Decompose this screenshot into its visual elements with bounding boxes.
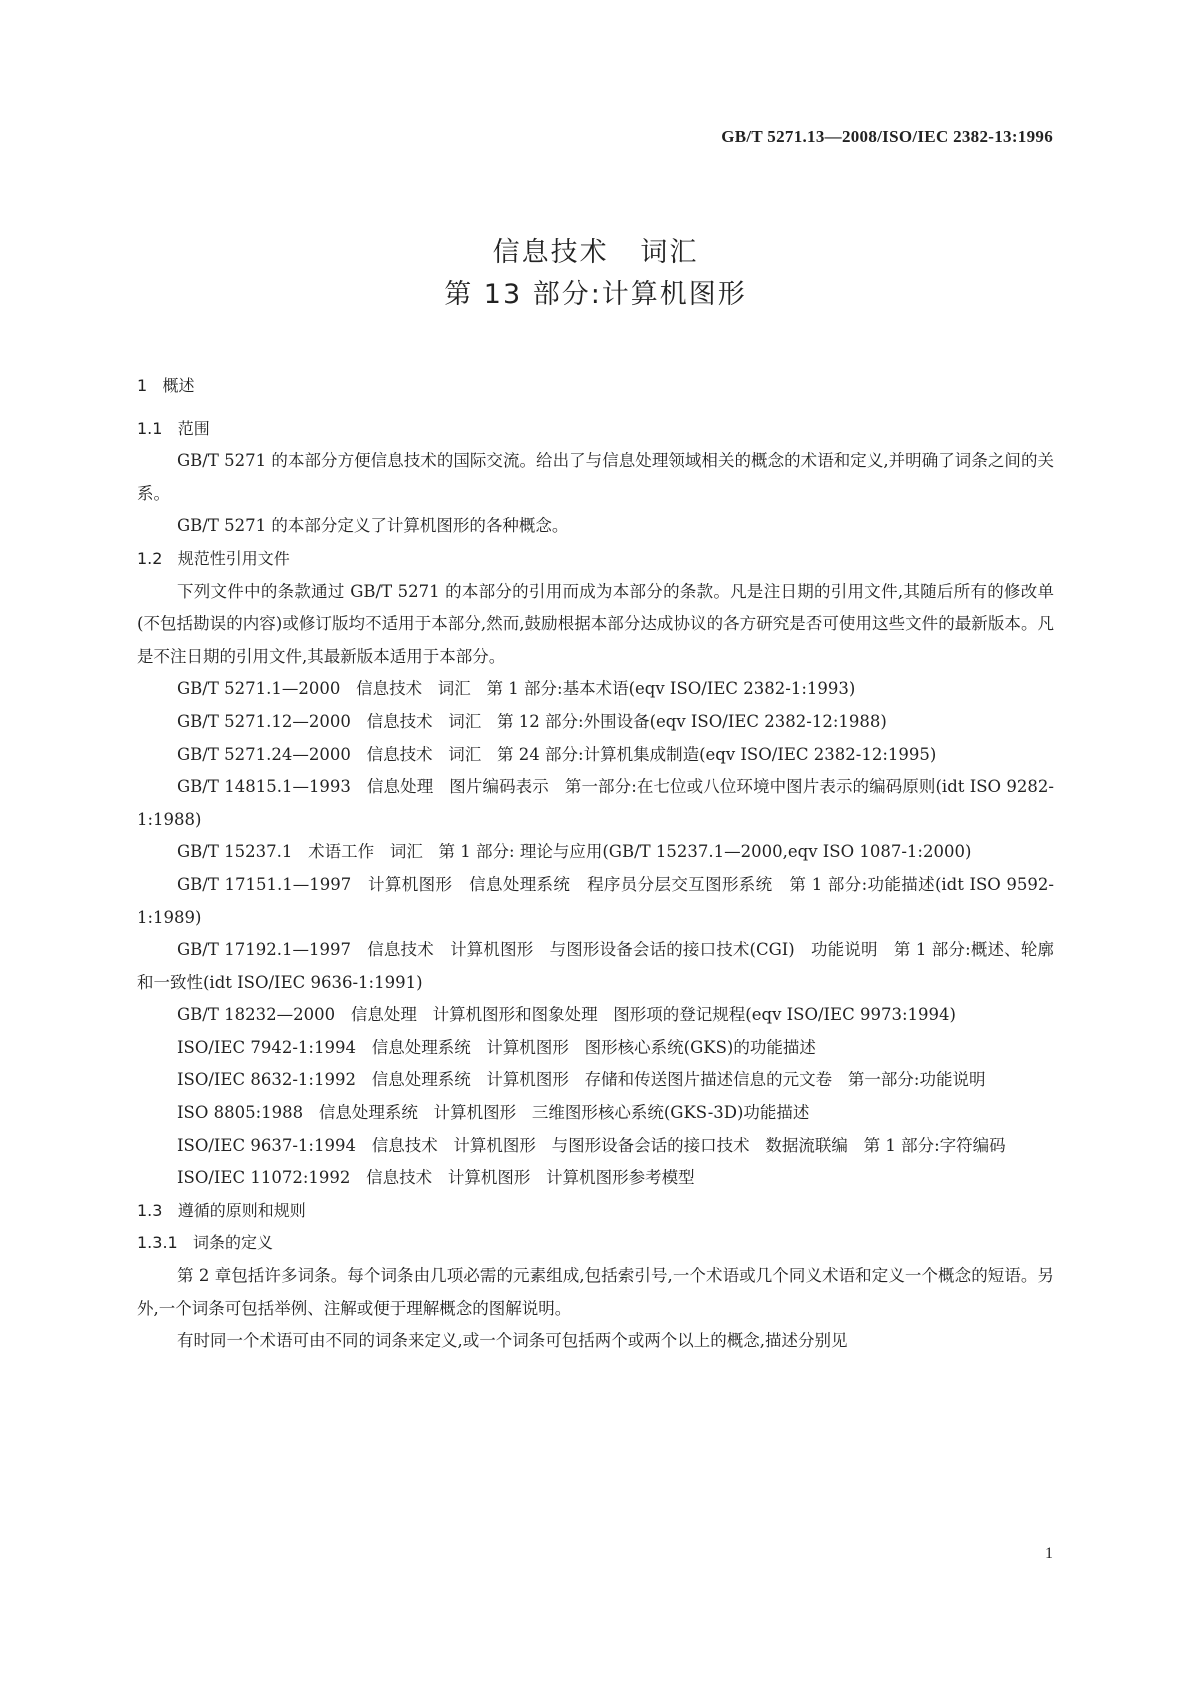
reference-list (137, 673, 1054, 1195)
section-heading-1-3-1: 1.3.1 词条的定义 (137, 1233, 273, 1253)
document-body (137, 370, 1054, 1358)
title-line-2: 第 13 部分:计算机图形 (444, 279, 747, 310)
document-title (0, 232, 1191, 316)
page-number: 1 (1045, 1545, 1053, 1562)
reference-item: GB/T 15237.1 术语工作 词汇 第 1 部分: 理论与应用(GB/T 15237.1—2000,eqv ISO 1087-1:2000) (177, 842, 972, 862)
section-heading-1-1: 1.1 范围 (137, 418, 210, 438)
reference-item: GB/T 18232—2000 信息处理 计算机图形和图象处理 图形项的登记规程(eqv ISO/IEC 9973:1994) (177, 1005, 956, 1025)
reference-item: ISO/IEC 9637-1:1994 信息技术 计算机图形 与图形设备会话的接口技术 数据流联编 第 1 部分:字符编码 (177, 1135, 1006, 1155)
paragraph: GB/T 5271 的本部分定义了计算机图形的各种概念。 (177, 516, 569, 536)
section-heading-1-3: 1.3 遵循的原则和规则 (137, 1200, 306, 1220)
reference-item: GB/T 14815.1—1993 信息处理 图片编码表示 第一部分:在七位或八位环境中图片表示的编码原则(idt ISO 9282-1:1988) (137, 777, 1054, 829)
reference-item: ISO 8805:1988 信息处理系统 计算机图形 三维图形核心系统(GKS-3D)功能描述 (177, 1103, 810, 1123)
section-heading-1: 1 概述 (137, 376, 195, 395)
paragraph: 下列文件中的条款通过 GB/T 5271 的本部分的引用而成为本部分的条款。凡是注日期的引用文件,其随后所有的修改单(不包括勘误的内容)或修订版均不适用于本部分,然而,鼓励根据本部分达成协议的各方研究是否可使用这些文件的最新版本。凡是不注日期的引用文件,其最新版本适用于本部分。 (137, 581, 1054, 666)
section-heading-1-2: 1.2 规范性引用文件 (137, 548, 290, 568)
reference-item: ISO/IEC 8632-1:1992 信息处理系统 计算机图形 存储和传送图片描述信息的元文卷 第一部分:功能说明 (177, 1070, 986, 1090)
paragraph: 有时同一个术语可由不同的词条来定义,或一个词条可包括两个或两个以上的概念,描述分别见 (177, 1331, 848, 1351)
standard-number: GB/T 5271.13—2008/ISO/IEC 2382-13:1996 (721, 127, 1053, 146)
paragraph: GB/T 5271 的本部分方便信息技术的国际交流。给出了与信息处理领域相关的概念的术语和定义,并明确了词条之间的关系。 (137, 451, 1054, 503)
paragraph: 第 2 章包括许多词条。每个词条由几项必需的元素组成,包括索引号,一个术语或几个同义术语和定义一个概念的短语。另外,一个词条可包括举例、注解或便于理解概念的图解说明。 (137, 1266, 1054, 1318)
reference-item: GB/T 5271.1—2000 信息技术 词汇 第 1 部分:基本术语(eqv ISO/IEC 2382-1:1993) (177, 679, 856, 699)
reference-item: ISO/IEC 11072:1992 信息技术 计算机图形 计算机图形参考模型 (177, 1168, 695, 1188)
reference-item: GB/T 5271.24—2000 信息技术 词汇 第 24 部分:计算机集成制造(eqv ISO/IEC 2382-12:1995) (177, 744, 937, 764)
reference-item: GB/T 5271.12—2000 信息技术 词汇 第 12 部分:外围设备(eqv ISO/IEC 2382-12:1988) (177, 711, 887, 731)
reference-item: GB/T 17151.1—1997 计算机图形 信息处理系统 程序员分层交互图形系统 第 1 部分:功能描述(idt ISO 9592-1:1989) (137, 874, 1054, 927)
title-line-1: 信息技术 词汇 (492, 237, 699, 268)
reference-item: GB/T 17192.1—1997 信息技术 计算机图形 与图形设备会话的接口技术(CGI) 功能说明 第 1 部分:概述、轮廓和一致性(idt ISO/IEC 9636-1:1991) (137, 940, 1054, 992)
reference-item: ISO/IEC 7942-1:1994 信息处理系统 计算机图形 图形核心系统(GKS)的功能描述 (177, 1037, 816, 1057)
